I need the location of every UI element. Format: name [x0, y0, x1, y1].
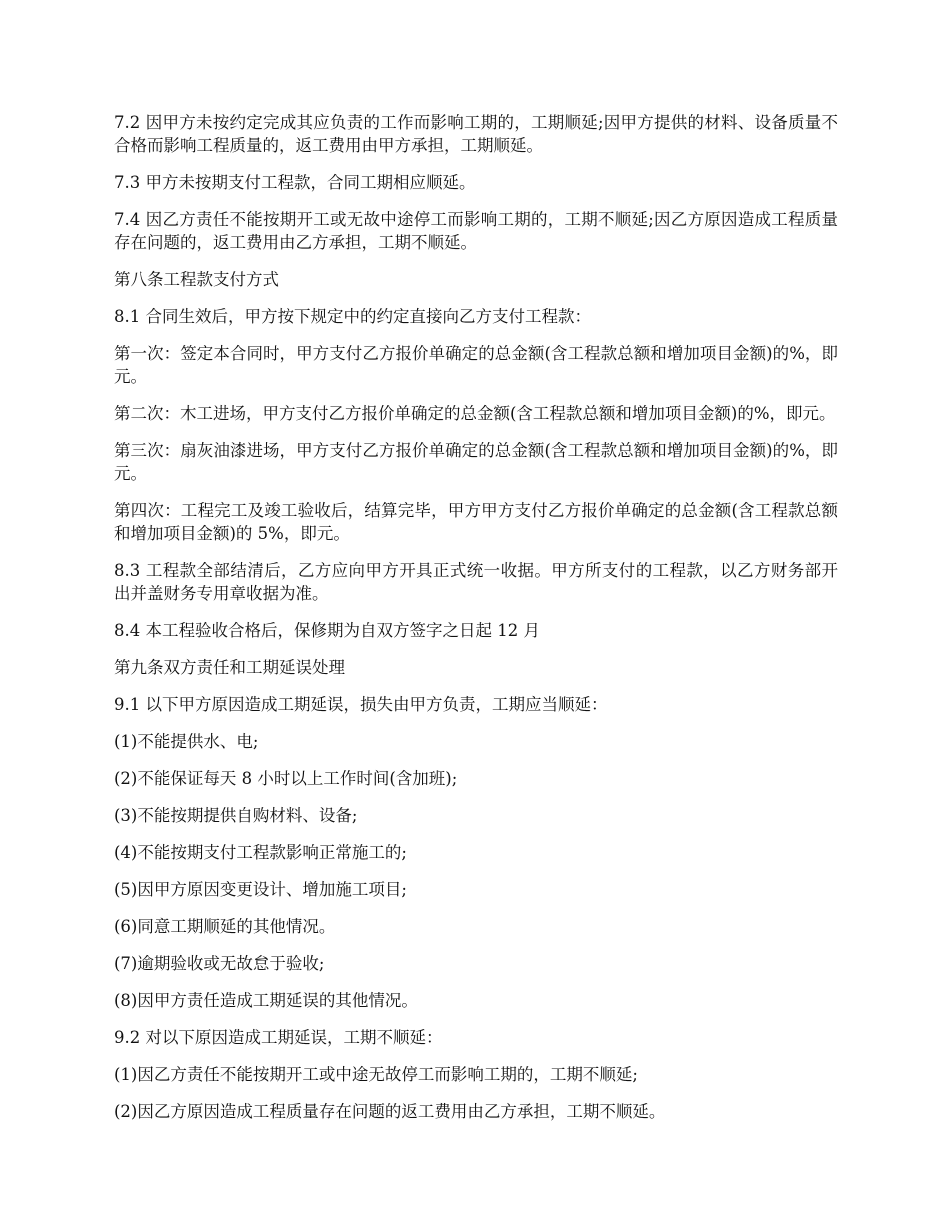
list-item-9-2-1: (1)因乙方责任不能按期开工或中途无故停工而影响工期的，工期不顺延; — [114, 1065, 638, 1084]
paragraph-7-3: 7.3 甲方未按期支付工程款，合同工期相应顺延。 — [114, 173, 476, 192]
list-item-9-1-8: (8)因甲方责任造成工期延误的其他情况。 — [114, 991, 418, 1010]
list-item-9-1-7: (7)逾期验收或无故怠于验收; — [114, 954, 325, 973]
paragraph-8-4: 8.4 本工程验收合格后，保修期为自双方签字之日起 12 月 — [114, 621, 540, 640]
paragraph-7-4: 7.4 因乙方责任不能按期开工或无故中途停工而影响工期的，工期不顺延;因乙方原因造成工程质量存在问题的，返工费用由乙方承担，工期不顺延。 — [114, 210, 838, 252]
list-item-9-1-2: (2)不能保证每天 8 小时以上工作时间(含加班); — [114, 769, 458, 788]
payment-stage-3: 第三次：扇灰油漆进场，甲方支付乙方报价单确定的总金额(含工程款总额和增加项目金额)的%，即元。 — [114, 441, 838, 483]
list-item-9-1-3: (3)不能按期提供自购材料、设备; — [114, 806, 358, 825]
paragraph-9-1: 9.1 以下甲方原因造成工期延误，损失由甲方负责，工期应当顺延： — [114, 695, 608, 714]
paragraph-7-2: 7.2 因甲方未按约定完成其应负责的工作而影响工期的，工期顺延;因甲方提供的材料、设备质量不合格而影响工程质量的，返工费用由甲方承担，工期顺延。 — [114, 113, 838, 155]
payment-stage-1: 第一次：签定本合同时，甲方支付乙方报价单确定的总金额(含工程款总额和增加项目金额)的%，即元。 — [114, 344, 838, 386]
section-heading-article-9: 第九条双方责任和工期延误处理 — [114, 658, 345, 677]
list-item-9-2-2: (2)因乙方原因造成工程质量存在问题的返工费用由乙方承担，工期不顺延。 — [114, 1102, 666, 1121]
payment-stage-2: 第二次：木工进场，甲方支付乙方报价单确定的总金额(含工程款总额和增加项目金额)的%，即元。 — [114, 404, 836, 423]
document-body — [114, 111, 838, 1137]
payment-stage-4: 第四次：工程完工及竣工验收后，结算完毕，甲方甲方支付乙方报价单确定的总金额(含工程款总额和增加项目金额)的 5%，即元。 — [114, 501, 838, 543]
section-heading-article-8: 第八条工程款支付方式 — [114, 270, 279, 289]
paragraph-8-3: 8.3 工程款全部结清后，乙方应向甲方开具正式统一收据。甲方所支付的工程款，以乙方财务部开出并盖财务专用章收据为准。 — [114, 561, 838, 603]
list-item-9-1-4: (4)不能按期支付工程款影响正常施工的; — [114, 843, 407, 862]
paragraph-9-2: 9.2 对以下原因造成工期延误，工期不顺延： — [114, 1028, 443, 1047]
paragraph-8-1: 8.1 合同生效后，甲方按下规定中的约定直接向乙方支付工程款： — [114, 307, 591, 326]
list-item-9-1-6: (6)同意工期顺延的其他情况。 — [114, 917, 336, 936]
list-item-9-1-1: (1)不能提供水、电; — [114, 732, 259, 751]
list-item-9-1-5: (5)因甲方原因变更设计、增加施工项目; — [114, 880, 407, 899]
